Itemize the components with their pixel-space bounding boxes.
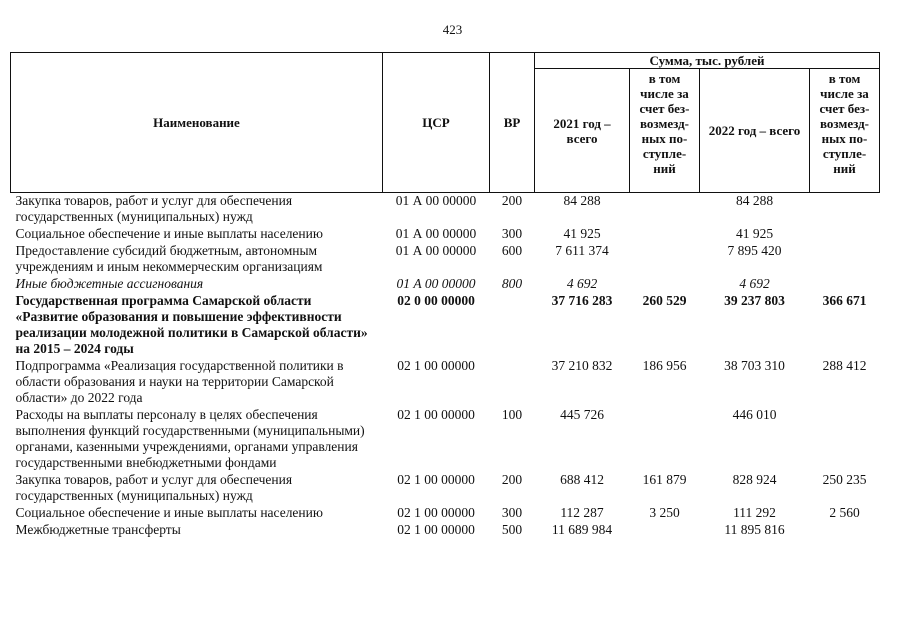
row-2022-total: 7 895 420 (727, 243, 782, 258)
header-2022-free: в том числе за счет без-возмезд-ных по-ступле-ний (810, 69, 880, 193)
row-name: Закупка товаров, работ и услуг для обеспечения государственных (муниципальных) нужд (15, 193, 293, 224)
row-2022-free (810, 276, 880, 293)
row-2022-total: 84 288 (735, 193, 774, 208)
row-name: Государственная программа Самарской области «Развитие образования и повышение эффективности реализации молодежной политики в Самарской области» на 2015 – 2024 годы (15, 293, 368, 356)
row-2022-free (810, 193, 880, 227)
row-vr: 200 (501, 472, 523, 487)
row-vr: 800 (501, 276, 523, 291)
row-2021-free: 260 529 (642, 293, 687, 308)
header-2021-free: в том числе за счет без-возмезд-ных по-ступле-ний (630, 69, 700, 193)
row-2021-free: 161 879 (642, 472, 687, 487)
row-2021-free (630, 276, 700, 293)
row-2021-total: 445 726 (560, 407, 604, 422)
row-name: Предоставление субсидий бюджетным, автономным учреждениям и иным некоммерческим организациям (15, 243, 323, 274)
row-2021-free: 3 250 (649, 505, 680, 520)
table-row (11, 243, 880, 276)
row-vr: 200 (501, 193, 523, 208)
row-csr: 02 0 00 00000 (397, 293, 475, 308)
row-csr: 02 1 00 00000 (397, 505, 475, 520)
row-vr: 500 (501, 522, 523, 537)
row-2022-total: 4 692 (739, 276, 770, 291)
row-2021-free (630, 522, 700, 539)
row-2022-free: 250 235 (822, 472, 867, 487)
header-vr: ВР (490, 53, 535, 193)
row-2021-total: 688 412 (560, 472, 604, 487)
row-2022-total: 39 237 803 (724, 293, 785, 308)
row-vr (490, 358, 535, 407)
row-2021-total: 7 611 374 (555, 243, 609, 258)
budget-table (10, 52, 880, 539)
row-2022-total: 11 895 816 (724, 522, 785, 537)
table-row (11, 505, 880, 522)
row-2021-free (630, 226, 700, 243)
row-2022-free (810, 243, 880, 276)
table-row (11, 293, 880, 358)
row-name: Закупка товаров, работ и услуг для обеспечения государственных (муниципальных) нужд (15, 472, 293, 503)
table-row (11, 407, 880, 472)
row-name: Иные бюджетные ассигнования (15, 276, 204, 291)
row-vr: 600 (501, 243, 523, 258)
row-vr: 300 (501, 226, 523, 241)
row-2021-total: 11 689 984 (551, 522, 613, 537)
row-2022-total: 828 924 (732, 472, 777, 487)
row-2022-total: 111 292 (733, 505, 776, 520)
table-row (11, 276, 880, 293)
row-2022-total: 41 925 (735, 226, 774, 241)
row-csr: 02 1 00 00000 (397, 358, 475, 373)
row-2021-total: 37 210 832 (551, 358, 613, 373)
row-csr: 01 А 00 00000 (395, 193, 477, 208)
row-2021-free (630, 193, 700, 227)
table-row (11, 472, 880, 505)
row-csr: 02 1 00 00000 (397, 472, 475, 487)
row-2022-free: 366 671 (822, 293, 867, 308)
row-2021-free (630, 243, 700, 276)
row-vr (490, 293, 535, 358)
row-2021-total: 112 287 (560, 505, 604, 520)
row-vr: 300 (501, 505, 523, 520)
row-2022-free (810, 407, 880, 472)
row-csr: 01 А 00 00000 (396, 276, 476, 291)
row-name: Подпрограмма «Реализация государственной политики в области образования и науки на территории Самарской области» до 2022 года (15, 358, 344, 405)
row-2021-free (630, 407, 700, 472)
row-2021-total: 84 288 (563, 193, 601, 208)
table-row (11, 226, 880, 243)
table-row (11, 358, 880, 407)
row-name: Социальное обеспечение и иные выплаты населению (15, 505, 323, 520)
row-2022-free (810, 226, 880, 243)
row-name: Социальное обеспечение и иные выплаты населению (15, 226, 323, 241)
row-2021-total: 4 692 (566, 276, 598, 291)
row-name: Межбюджетные трансферты (15, 522, 181, 537)
header-2021-total: 2021 год – всего (535, 69, 630, 193)
row-2022-free (810, 522, 880, 539)
row-csr: 01 А 00 00000 (395, 226, 477, 241)
row-2021-total: 37 716 283 (551, 293, 613, 308)
header-csr: ЦСР (383, 53, 490, 193)
table-body (11, 193, 880, 540)
row-2022-total: 446 010 (732, 407, 777, 422)
row-csr: 02 1 00 00000 (397, 407, 475, 422)
row-csr: 01 А 00 00000 (395, 243, 477, 258)
row-2022-free: 288 412 (822, 358, 867, 373)
row-2021-total: 41 925 (563, 226, 601, 241)
row-vr: 100 (501, 407, 523, 422)
row-2021-free: 186 956 (642, 358, 687, 373)
header-name: Наименование (11, 53, 383, 193)
table-row (11, 522, 880, 539)
row-csr: 02 1 00 00000 (397, 522, 475, 537)
row-name: Расходы на выплаты персоналу в целях обеспечения выполнения функций государственными (муниципальными) органами, казенными учреждениями, органами управления государственными внебюджетными фондами (15, 407, 365, 470)
table-row (11, 193, 880, 227)
header-2022-total: 2022 год – всего (700, 69, 810, 193)
page-number: 423 (442, 22, 463, 37)
header-sum-group: Сумма, тыс. рублей (535, 53, 880, 69)
row-2022-free: 2 560 (829, 505, 860, 520)
row-2022-total: 38 703 310 (724, 358, 785, 373)
